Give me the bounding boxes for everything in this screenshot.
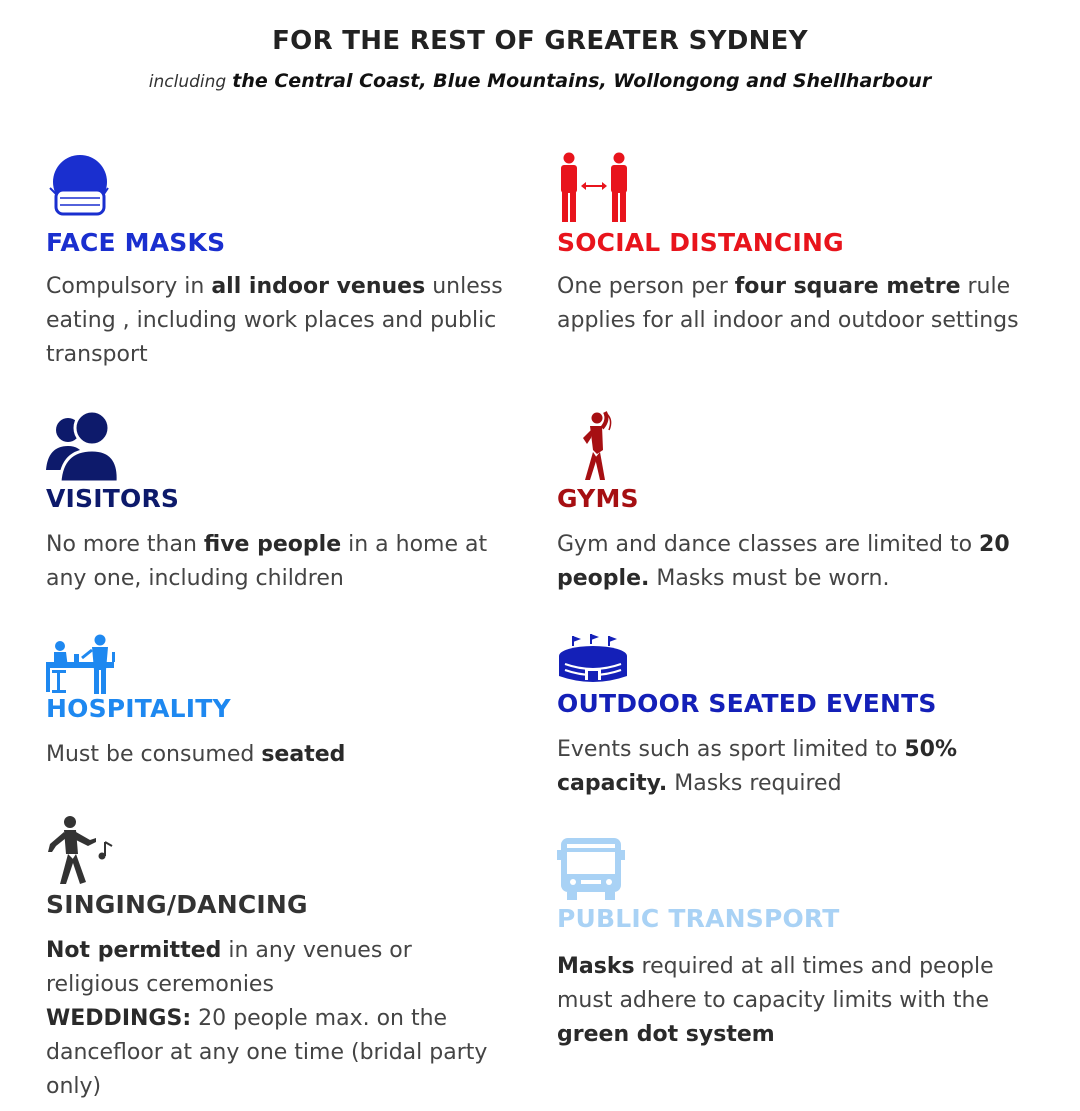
hospitality-text: Must be consumed seated bbox=[46, 742, 346, 767]
gym-icon bbox=[557, 410, 617, 482]
face-mask-icon bbox=[46, 152, 110, 224]
subtitle-regions: the Central Coast, Blue Mountains, Wollongong and Shellharbour bbox=[232, 70, 932, 92]
section-public-transport bbox=[557, 836, 1027, 1052]
outdoor-events-text: Events such as sport limited to 50% capacity. Masks required bbox=[557, 737, 958, 796]
section-face-masks bbox=[46, 152, 526, 372]
section-singing-dancing bbox=[46, 814, 496, 1104]
public-transport-heading: PUBLIC TRANSPORT bbox=[557, 904, 840, 933]
hospitality-heading: HOSPITALITY bbox=[46, 694, 231, 723]
social-distancing-heading: SOCIAL DISTANCING bbox=[557, 228, 844, 257]
hospitality-icon bbox=[46, 634, 122, 694]
subtitle-prefix: including bbox=[148, 72, 227, 92]
social-distancing-text: One person per four square metre rule applies for all indoor and outdoor settings bbox=[557, 274, 1019, 333]
section-gyms bbox=[557, 410, 1027, 596]
section-hospitality bbox=[46, 634, 526, 772]
visitors-icon bbox=[46, 410, 118, 482]
social-distancing-icon bbox=[557, 152, 637, 224]
singing-dancing-text: Not permitted in any venues or religious ceremonies WEDDINGS: 20 people max. on the dancefloor at any one time (bridal party only) bbox=[46, 938, 488, 1099]
face-masks-heading: FACE MASKS bbox=[46, 228, 226, 257]
visitors-text: No more than five people in a home at any one, including children bbox=[46, 532, 488, 591]
visitors-heading: VISITORS bbox=[46, 484, 180, 513]
section-outdoor-events bbox=[557, 634, 1027, 801]
stadium-icon bbox=[557, 634, 631, 684]
bus-icon bbox=[557, 836, 629, 902]
gyms-heading: GYMS bbox=[557, 484, 639, 513]
page-subtitle bbox=[0, 70, 1080, 92]
dancing-icon bbox=[46, 814, 118, 886]
face-masks-text: Compulsory in all indoor venues unless eating , including work places and public transport bbox=[46, 274, 503, 367]
section-social-distancing bbox=[557, 152, 1027, 338]
gyms-text: Gym and dance classes are limited to 20 people. Masks must be worn. bbox=[557, 532, 1010, 591]
public-transport-text: Masks required at all times and people must adhere to capacity limits with the green dot system bbox=[557, 954, 994, 1047]
page-title: FOR THE REST OF GREATER SYDNEY bbox=[272, 26, 808, 56]
section-visitors bbox=[46, 410, 526, 596]
singing-dancing-heading: SINGING/DANCING bbox=[46, 890, 308, 919]
outdoor-events-heading: OUTDOOR SEATED EVENTS bbox=[557, 689, 937, 718]
